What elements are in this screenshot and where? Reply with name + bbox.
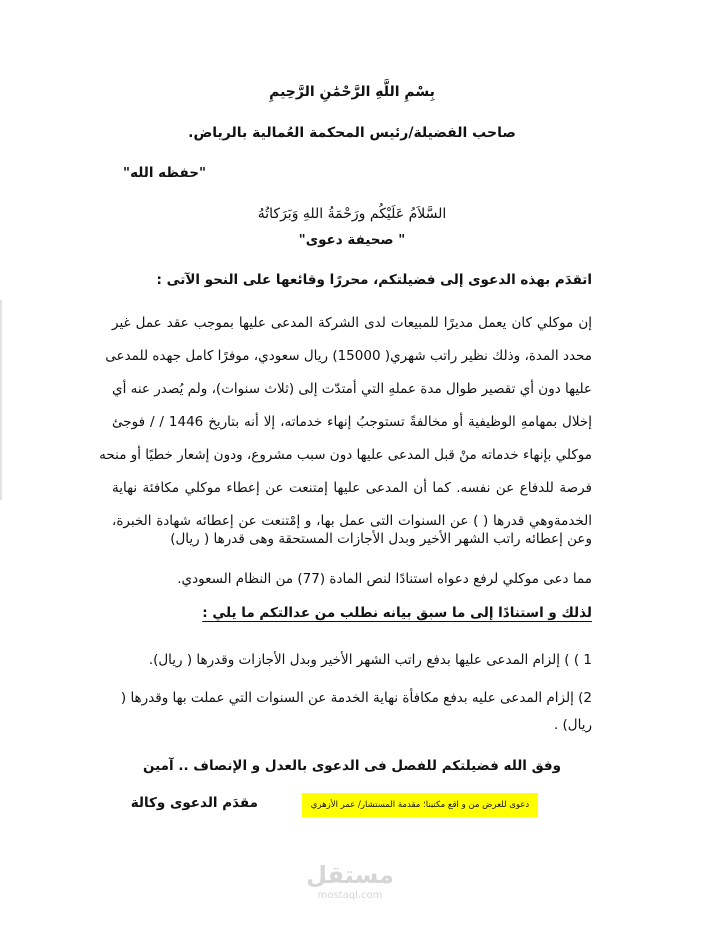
body-line-2: محدد المدة، وذلك نظير راتب شهري( 15000) ريال سعودي، موفرًا كامل جهده للمدعى	[105, 348, 592, 364]
request-item-1: 1 ) ) إلزام المدعى عليها بدفع راتب الشهر الأخير وبدل الأجازات وقدرها ( ريال).	[148, 652, 592, 668]
request-intro: لذلك و استنادًا إلى ما سبق بيانه نطلب من عدالتكم ما يلي :	[202, 605, 592, 621]
signature-label: مقدَم الدعوى وكالة	[130, 795, 258, 811]
request-item-2-line-2: ريال) .	[553, 717, 592, 733]
body-line-5: موكلي بإنهاء خدماته منْ قبل المدعى عليها دون سبب مشروع، ودون إشعار خطيًا أو منحه	[99, 447, 592, 463]
addressee-line: صاحب الفضيلة/رئيس المحكمة العُمالية بالرياض.	[188, 125, 516, 141]
blessing-line: "حفظه الله"	[123, 165, 206, 181]
body-line-6: فرصة للدفاع عن نفسه. كما أن المدعى عليها إمتنعت عن إعطاء موكلي مكافئة نهاية	[112, 480, 592, 496]
watermark-latin: mostaql.com	[317, 890, 383, 901]
body-line-1: إن موكلي كان يعمل مديرًا للمبيعات لدى الشركة المدعى عليها بموجب عقد عمل غير	[112, 315, 592, 331]
intro-line: اتقدَم بهذه الدعوى إلى فضيلتكم، محررًا وقائعها على النحو الآتى :	[156, 272, 592, 288]
body-line-3: عليها دون أي تقصير طوال مدة عملهِ التي أمتدّت إلى (ثلاث سنوات)، ولم يُصدر عنه أي	[112, 381, 592, 397]
watermark-arabic: مستقل	[306, 861, 394, 889]
body-line-4: إخلال بمهامهِ الوظيفية أو مخالفةً تستوجبُ إنهاء خدماته، إلا أنه بتاريخ 1446 / / فوجئ	[112, 414, 592, 430]
basmala: بِسْمِ اللَّهِ الرَّحْمَٰنِ الرَّحِيمِ	[269, 84, 435, 100]
highlighted-note: دعوى للعرض من و اقع مكتبنا؛ مقدمة المستشار/ عمر الأزهري	[302, 793, 538, 817]
greeting-line: السَّلاَمُ عَلَيْكُم ورَحْمَةُ اللهِ وَبَرَكاتُهُ	[257, 206, 447, 222]
closing-line: وفق الله فضيلتكم للفصل فى الدعوى بالعدل و الإنصاف .. آمين	[142, 758, 562, 774]
watermark-logo	[300, 860, 400, 908]
body-line-8: وعن إعطائه راتب الشهر الأخير وبدل الأجازات المستحقة وهى قدرها ( ريال)	[170, 531, 592, 547]
scan-edge-shadow	[0, 300, 3, 500]
document-title: " صحيفة دعوى"	[298, 232, 406, 248]
legal-basis-line: مما دعى موكلي لرفع دعواه استنادًا لنص المادة (77) من النظام السعودي.	[177, 571, 592, 587]
body-line-7: الخدمةوهي قدرها ( ) عن السنوات التى عمل بها، و إمْتنعت عن إعطائه شهادة الخبرة،	[112, 513, 592, 529]
request-item-2-line-1: 2) إلزام المدعى عليه بدفع مكافأة نهاية الخدمة عن السنوات التي عملت بها وقدرها (	[120, 690, 592, 706]
